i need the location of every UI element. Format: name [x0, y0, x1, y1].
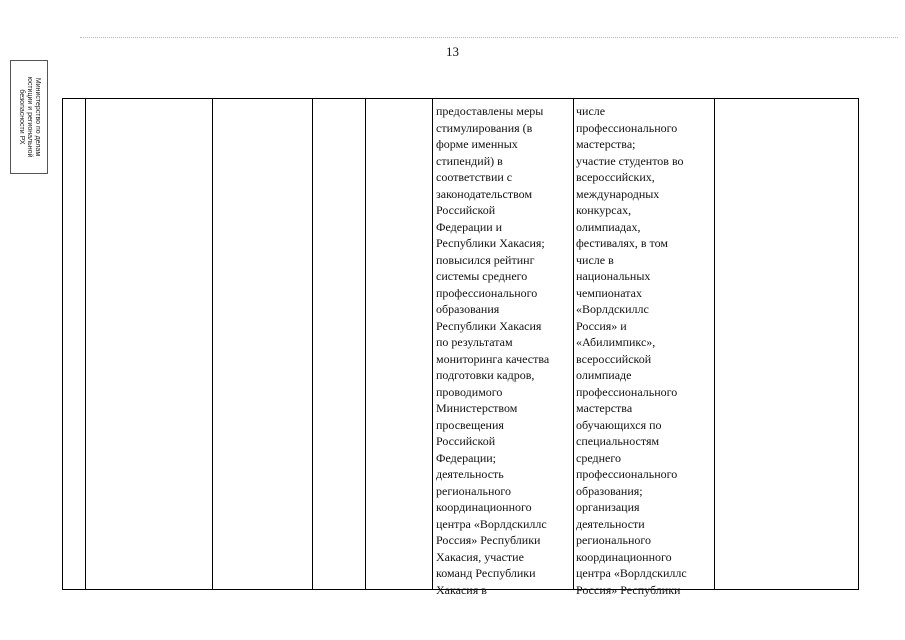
cell-line: соответствии с [436, 170, 513, 184]
table-column-divider [212, 99, 213, 589]
cell-line: проводимого [436, 384, 503, 399]
cell-line: Хакасия, участие [436, 549, 524, 564]
table-cell-activities [576, 103, 687, 598]
page-number: 13 [446, 44, 459, 59]
cell-line: числе в [576, 252, 614, 267]
table-column-divider [312, 99, 313, 589]
cell-line: Россия» Республики [436, 533, 541, 547]
table-column-divider [365, 99, 366, 589]
cell-line: олимпиадах, [576, 219, 641, 234]
data-table [62, 98, 859, 597]
cell-line: фестивалях, в том [576, 236, 668, 250]
cell-line: координационного [576, 549, 672, 564]
cell-line: профессионального [576, 384, 678, 399]
cell-line: предоставлены меры [436, 104, 544, 118]
cell-line: «Абилимпикс», [576, 335, 656, 349]
cell-line: Федерации и [436, 219, 503, 234]
scan-header-line [80, 37, 898, 38]
cell-line: центра «Ворлдскиллс [436, 516, 547, 531]
table-column-divider [714, 99, 715, 589]
stamp-line: безопасности РХ [18, 89, 25, 145]
table-column-divider [573, 99, 574, 589]
cell-line: национальных [576, 269, 651, 283]
stamp-text [17, 77, 41, 158]
cell-line: Хакасия в [436, 582, 487, 597]
cell-line: среднего [576, 450, 621, 465]
cell-line: стипендий) в [436, 153, 503, 168]
cell-line: Российской [436, 434, 496, 448]
cell-line: команд Республики [436, 566, 536, 580]
cell-line: форме именных [436, 137, 518, 151]
cell-line: олимпиаде [576, 368, 632, 382]
cell-line: профессионального [576, 467, 678, 481]
cell-line: деятельности [576, 516, 645, 531]
cell-line: Россия» и [576, 318, 627, 333]
cell-line: стимулирования (в [436, 120, 533, 135]
cell-line: конкурсах, [576, 203, 632, 217]
registration-stamp [10, 60, 48, 174]
cell-line: чемпионатах [576, 285, 642, 300]
cell-line: «Ворлдскиллс [576, 302, 649, 316]
table-border-right [858, 99, 859, 589]
table-cell-results [436, 103, 549, 598]
cell-line: Республики Хакасия [436, 318, 542, 333]
cell-line: подготовки кадров, [436, 368, 535, 382]
cell-line: образования [436, 302, 500, 316]
cell-line: повысился рейтинг [436, 252, 535, 267]
cell-line: регионального [576, 533, 652, 547]
cell-line: регионального [436, 483, 512, 498]
stamp-line: Министерство по делам [34, 77, 41, 157]
table-column-divider [432, 99, 433, 589]
cell-line: международных [576, 186, 660, 201]
cell-line: мастерства [576, 401, 633, 415]
cell-line: мониторинга качества [436, 351, 550, 366]
cell-line: всероссийской [576, 351, 652, 366]
stamp-line: юстиции и региональной [26, 76, 33, 158]
cell-line: просвещения [436, 417, 504, 432]
cell-line: Российской [436, 203, 496, 217]
cell-line: всероссийских, [576, 170, 655, 184]
cell-line: организация [576, 500, 640, 514]
table-border-left [62, 99, 63, 589]
cell-line: профессионального [436, 285, 538, 300]
cell-line: мастерства; [576, 137, 636, 151]
cell-line: центра «Ворлдскиллс [576, 566, 687, 580]
cell-line: координационного [436, 500, 532, 514]
cell-line: Федерации; [436, 450, 497, 465]
cell-line: законодательством [436, 186, 533, 201]
cell-line: специальностям [576, 434, 660, 448]
cell-line: Россия» Республики [576, 582, 681, 597]
cell-line: числе [576, 104, 606, 118]
cell-line: системы среднего [436, 269, 528, 283]
cell-line: профессионального [576, 120, 678, 135]
cell-line: обучающихся по [576, 417, 662, 432]
cell-line: Министерством [436, 401, 518, 415]
cell-line: Республики Хакасия; [436, 236, 545, 250]
table-column-divider [85, 99, 86, 589]
cell-line: участие студентов во [576, 153, 684, 168]
cell-line: по результатам [436, 335, 513, 349]
cell-line: деятельность [436, 467, 504, 481]
cell-line: образования; [576, 483, 643, 498]
